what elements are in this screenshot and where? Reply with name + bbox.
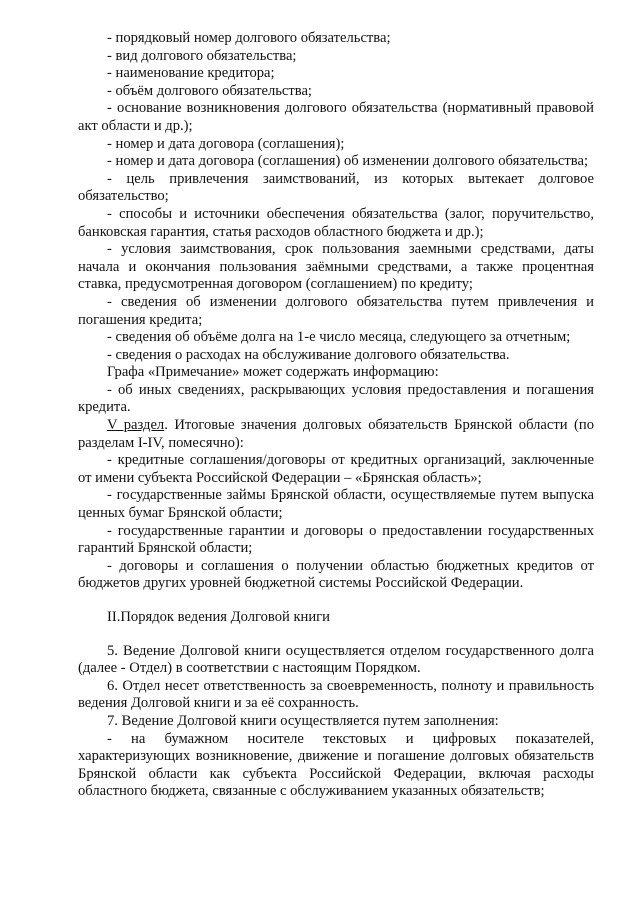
note-item: - об иных сведениях, раскрывающих условия предоставления и погашения кредита. [78,381,594,416]
note-intro: Графа «Примечание» может содержать информацию: [107,364,439,381]
list-item: - государственные займы Брянской области, осуществляемые путем выпуска ценных бумаг Брянской области; [78,487,594,522]
list-item: - сведения об изменении долгового обязательства путем привлечения и погашения кредита; [78,293,594,328]
section-five-paragraph [78,417,594,452]
list-item: - цель привлечения заимствований, из которых вытекает долговое обязательство; [78,170,594,205]
list-item: - сведения об объёме долга на 1-е число месяца, следующего за отчетным; [107,329,571,346]
section-five-text: . Итоговые значения долговых обязательств Брянской области (по разделам I-IV, помесячно): [78,417,595,451]
list-item: - договоры и соглашения о получении областью бюджетных кредитов от бюджетов других уровней бюджетной системы Российской Федерации. [78,557,594,592]
paragraph: 7. Ведение Долговой книги осуществляется путем заполнения: [107,712,499,729]
list-item: - государственные гарантии и договоры о предоставлении государственных гарантий Брянской области; [78,522,594,557]
section-heading: II.Порядок ведения Долговой книги [107,609,330,625]
spacer [78,593,594,609]
list-item: - объём долгового обязательства; [107,82,312,99]
list-item: - способы и источники обеспечения обязательства (залог, поручительство, банковская гарантия, статья расходов областного бюджета и др.); [78,205,594,240]
list-item: - наименование кредитора; [107,65,275,82]
spacer [78,627,594,643]
list-item: - порядковый номер долгового обязательства; [107,30,391,46]
paragraph: 6. Отдел несет ответственность за своевременность, полноту и правильность ведения Долговой книги и за её сохранность. [78,677,594,712]
section-five-label: V раздел [107,417,165,434]
paragraph: 5. Ведение Долговой книги осуществляется отделом государственного долга (далее - Отдел) в соответствии с настоящим Порядком. [78,642,594,677]
list-item: - кредитные соглашения/договоры от кредитных организаций, заключенные от имени субъекта Российской Федерации – «Брянская область»; [78,452,594,486]
list-item: - вид долгового обязательства; [107,47,297,64]
list-item: - основание возникновения долгового обязательства (нормативный правовой акт области и др.); [78,100,594,134]
list-item: - сведения о расходах на обслуживание долгового обязательства. [107,346,510,363]
list-item: - номер и дата договора (соглашения); [107,135,345,152]
paragraph: - на бумажном носителе текстовых и цифровых показателей, характеризующих возникновение, движение и погашение долговых обязательств Брянской области как субъекта Российской Федерации, включая расходы областного бюджета, связанные с обслуживанием указанных обязательств; [78,730,594,800]
list-item: - номер и дата договора (соглашения) об изменении долгового обязательства; [107,153,589,170]
document-page [78,30,594,801]
list-item: - условия заимствования, срок пользования заемными средствами, даты начала и окончания пользования заёмными средствами, а также процентная ставка, предусмотренная договором (соглашением) по кредиту; [78,241,594,293]
